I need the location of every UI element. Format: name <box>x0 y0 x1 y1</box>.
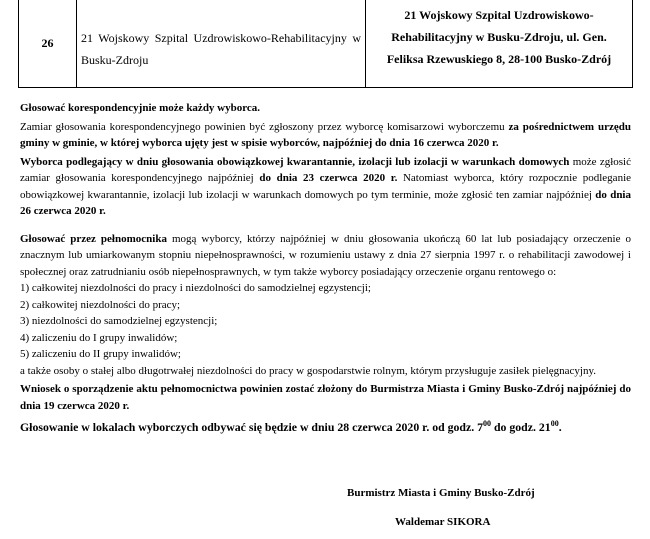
proxy-list-item: 1) całkowitej niezdolności do pracy i niezdolności do samodzielnej egzystencji; <box>20 282 371 294</box>
voting-text-c: . <box>558 420 562 434</box>
correspondence-deadline: za pośrednictwem urzędu gminy w gminie, w której wyborca ujęty jest w spisie wyborców, najpóźniej do dnia 16 czerwca 2020 r. <box>20 120 631 149</box>
proxy-closing: a także osoby o stałej albo długotrwałej niezdolności do pracy w gospodarstwie rolnym, którym przysługuje zasiłek pielęgnacyjny. <box>20 364 597 377</box>
proxy-lead: Głosować przez pełnomocnika <box>20 232 167 245</box>
voting-sup-b: 00 <box>550 419 559 429</box>
signature-name: Waldemar SIKORA <box>395 516 491 528</box>
proxy-list-item: 2) całkowitej niezdolności do pracy; <box>20 298 181 311</box>
quarantine-text-2: Natomiast wyborca, który rozpocznie podleganie obowiązkowej kwarantannie, izolacji lub izolacji w warunkach domowych po tym terminie, może zgłosić ten zamiar najpóźniej <box>20 172 632 201</box>
proxy-deadline: Wniosek o sporządzenie aktu pełnomocnictwa powinien zostać złożony do Burmistrza Miasta i Gminy Busko-Zdrój najpóźniej do dnia 19 czerwca 2020 r. <box>20 383 631 412</box>
quarantine-paragraph <box>20 154 631 220</box>
proxy-list-item: 3) niezdolności do samodzielnej egzystencji; <box>20 315 218 327</box>
polling-station-table-row <box>18 0 633 88</box>
voting-text-a: Głosowanie w lokalach wyborczych odbywać się będzie w dniu 28 czerwca 2020 r. od godz. 7 <box>20 420 484 434</box>
voting-hours <box>20 419 631 436</box>
proxy-list-item: 4) zaliczeniu do I grupy inwalidów; <box>20 331 178 344</box>
proxy-paragraph <box>20 231 631 281</box>
correspondence-paragraph <box>20 119 631 152</box>
correspondence-text: Zamiar głosowania korespondencyjnego powinien być zgłoszony przez wyborcę komisarzowi wyborczemu <box>20 120 509 133</box>
signature-title: Burmistrz Miasta i Gminy Busko-Zdrój <box>347 487 535 499</box>
quarantine-date-2: do dnia 26 czerwca 2020 r. <box>20 188 631 217</box>
station-address: 21 Wojskowy Szpital Uzdrowiskowo-Rehabilitacyjny w Busku-Zdroju, ul. Gen. Feliksa Rzewuskiego 8, 28-100 Busko-Zdrój <box>386 8 612 66</box>
notice-body <box>20 100 631 436</box>
proxy-list-item: 5) zaliczeniu do II grupy inwalidów; <box>20 348 181 360</box>
voting-text-b: do godz. 21 <box>491 420 551 434</box>
quarantine-lead: Wyborca podlegający w dniu głosowania obowiązkowej kwarantannie, izolacji lub izolacji w warunkach domowych <box>20 155 570 168</box>
quarantine-date-1: do dnia 23 czerwca 2020 r. <box>259 172 398 184</box>
station-number: 26 <box>19 0 77 87</box>
proxy-text: mogą wyborcy, którzy najpóźniej w dniu głosowania ukończą 60 lat lub posiadający orzeczenie o znacznym lub umiarkowanym stopniu niepełnosprawności, w rozumieniu ustawy z dnia 27 sierpnia 1997 r. o rehabilitacji zawodowej i społecznej oraz zatrudnianiu osób niepełnosprawnych, w tym także wyborcy posiadający orzeczenie organu rentowego o: <box>20 232 631 278</box>
correspondence-heading: Głosować korespondencyjnie może każdy wyborca. <box>20 102 261 114</box>
voting-sup-a: 00 <box>483 419 492 429</box>
station-name: 21 Wojskowy Szpital Uzdrowiskowo-Rehabilitacyjny w Busku-Zdroju <box>77 0 366 87</box>
quarantine-text: może zgłosić zamiar głosowania korespondencyjnego najpóźniej <box>20 155 631 184</box>
